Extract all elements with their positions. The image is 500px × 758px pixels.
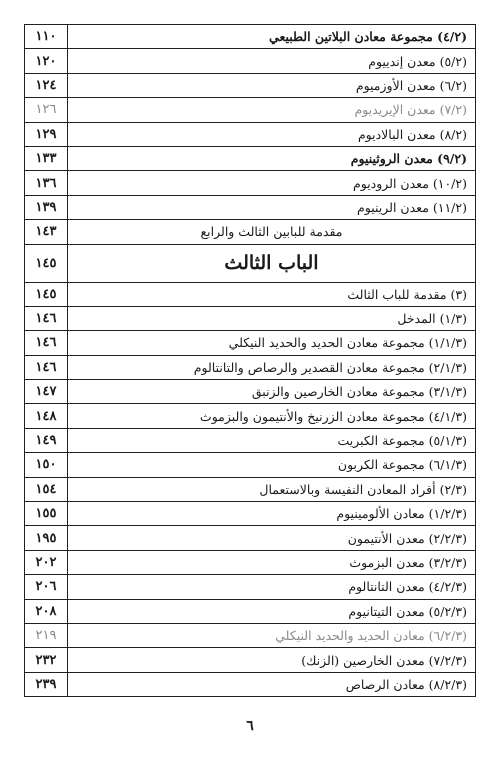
toc-page-number: ١٢٩ bbox=[25, 122, 68, 146]
toc-entry-title: (١/٢/٣) معادن الألومينيوم bbox=[68, 502, 476, 526]
toc-row bbox=[25, 98, 476, 122]
toc-row bbox=[25, 195, 476, 219]
toc-page-number: ١٤٥ bbox=[25, 244, 68, 282]
toc-page-number: ١٢٦ bbox=[25, 98, 68, 122]
toc-entry-title: (٣/٢/٣) معدن البزموث bbox=[68, 550, 476, 574]
toc-row bbox=[25, 380, 476, 404]
chapter-title: الباب الثالث bbox=[68, 244, 476, 282]
toc-row bbox=[25, 49, 476, 73]
toc-entry-title: (٤/٢) مجموعة معادن البلاتين الطبيعي bbox=[68, 25, 476, 49]
toc-row bbox=[25, 477, 476, 501]
toc-page-number: ٢١٩ bbox=[25, 623, 68, 647]
toc-entry-title: (٦/٢/٣) معادن الحديد والحديد النيكلي bbox=[68, 623, 476, 647]
toc-row bbox=[25, 122, 476, 146]
toc-entry-title: (١/٣) المدخل bbox=[68, 306, 476, 330]
toc-page-number: ١٤٦ bbox=[25, 355, 68, 379]
toc-entry-title: (٢/٢/٣) معدن الأنتيمون bbox=[68, 526, 476, 550]
page-number: ٦ bbox=[246, 718, 254, 734]
toc-entry-title: (١/١/٣) مجموعة معادن الحديد والحديد النيكلي bbox=[68, 331, 476, 355]
toc-row bbox=[25, 25, 476, 49]
toc-entry-title: (٦/٢) معدن الأوزميوم bbox=[68, 73, 476, 97]
toc-row bbox=[25, 502, 476, 526]
toc-entry-title: (٧/٢/٣) معدن الخارصين (الزنك) bbox=[68, 648, 476, 672]
toc-entry-title: (٣) مقدمة للباب الثالث bbox=[68, 282, 476, 306]
toc-page-number: ١٤٦ bbox=[25, 331, 68, 355]
toc-page-number: ١٤٨ bbox=[25, 404, 68, 428]
toc-page-number: ٢٠٦ bbox=[25, 575, 68, 599]
toc-page-number: ١٢٤ bbox=[25, 73, 68, 97]
toc-page-number: ١٤٥ bbox=[25, 282, 68, 306]
toc-page-number: ١٣٩ bbox=[25, 195, 68, 219]
toc-entry-title: مقدمة للبابين الثالث والرابع bbox=[68, 220, 476, 244]
toc-row bbox=[25, 146, 476, 170]
toc-entry-title: (٧/٢) معدن الإيريديوم bbox=[68, 98, 476, 122]
toc-page-number: ١٣٣ bbox=[25, 146, 68, 170]
toc-row bbox=[25, 575, 476, 599]
toc-page-number: ٢٠٨ bbox=[25, 599, 68, 623]
toc-page-number: ١٤٣ bbox=[25, 220, 68, 244]
table-of-contents bbox=[24, 24, 476, 697]
toc-row bbox=[25, 220, 476, 244]
toc-entry-title: (٢/٣) أفراد المعادن النفيسة وبالاستعمال bbox=[68, 477, 476, 501]
toc-row bbox=[25, 550, 476, 574]
toc-row bbox=[25, 428, 476, 452]
toc-row bbox=[25, 355, 476, 379]
toc-page-number: ١٥٤ bbox=[25, 477, 68, 501]
toc-entry-title: (٢/١/٣) مجموعة معادن القصدير والرصاص والتانتالوم bbox=[68, 355, 476, 379]
toc-page-number: ١٥٠ bbox=[25, 453, 68, 477]
toc-row bbox=[25, 453, 476, 477]
toc-row bbox=[25, 282, 476, 306]
toc-row bbox=[25, 526, 476, 550]
toc-entry-title: (٦/١/٣) مجموعة الكربون bbox=[68, 453, 476, 477]
toc-row bbox=[25, 648, 476, 672]
toc-entry-title: (٥/١/٣) مجموعة الكبريت bbox=[68, 428, 476, 452]
toc-entry-title: (١١/٢) معدن الرينيوم bbox=[68, 195, 476, 219]
toc-entry-title: (٣/١/٣) مجموعة معادن الخارصين والزنبق bbox=[68, 380, 476, 404]
toc-page-number: ١٢٠ bbox=[25, 49, 68, 73]
toc-entry-title: (٥/٢) معدن إندييوم bbox=[68, 49, 476, 73]
toc-entry-title: (٨/٢/٣) معادن الرصاص bbox=[68, 672, 476, 696]
toc-page-number: ٢٠٢ bbox=[25, 550, 68, 574]
toc-row bbox=[25, 404, 476, 428]
toc-row bbox=[25, 623, 476, 647]
toc-page-number: ١٩٥ bbox=[25, 526, 68, 550]
toc-entry-title: (١٠/٢) معدن الروديوم bbox=[68, 171, 476, 195]
toc-page-number: ٢٣٩ bbox=[25, 672, 68, 696]
toc-body bbox=[25, 25, 476, 697]
toc-page-number: ١٣٦ bbox=[25, 171, 68, 195]
toc-page-number: ١٤٦ bbox=[25, 306, 68, 330]
toc-entry-title: (٨/٢) معدن البالاديوم bbox=[68, 122, 476, 146]
toc-page-number: ١١٠ bbox=[25, 25, 68, 49]
toc-page-number: ١٥٥ bbox=[25, 502, 68, 526]
toc-entry-title: (٤/١/٣) مجموعة معادن الزرنيخ والأنتيمون والبزموث bbox=[68, 404, 476, 428]
toc-row bbox=[25, 599, 476, 623]
toc-page-number: ١٤٧ bbox=[25, 380, 68, 404]
toc-page-number: ٢٣٢ bbox=[25, 648, 68, 672]
toc-entry-title: (٤/٢/٣) معدن التانتالوم bbox=[68, 575, 476, 599]
toc-row bbox=[25, 73, 476, 97]
toc-entry-title: (٥/٢/٣) معدن التيتانيوم bbox=[68, 599, 476, 623]
toc-entry-title: (٩/٢) معدن الروثينيوم bbox=[68, 146, 476, 170]
chapter-heading-row bbox=[25, 244, 476, 282]
toc-page-number: ١٤٩ bbox=[25, 428, 68, 452]
toc-row bbox=[25, 331, 476, 355]
toc-row bbox=[25, 306, 476, 330]
toc-row bbox=[25, 672, 476, 696]
toc-row bbox=[25, 171, 476, 195]
